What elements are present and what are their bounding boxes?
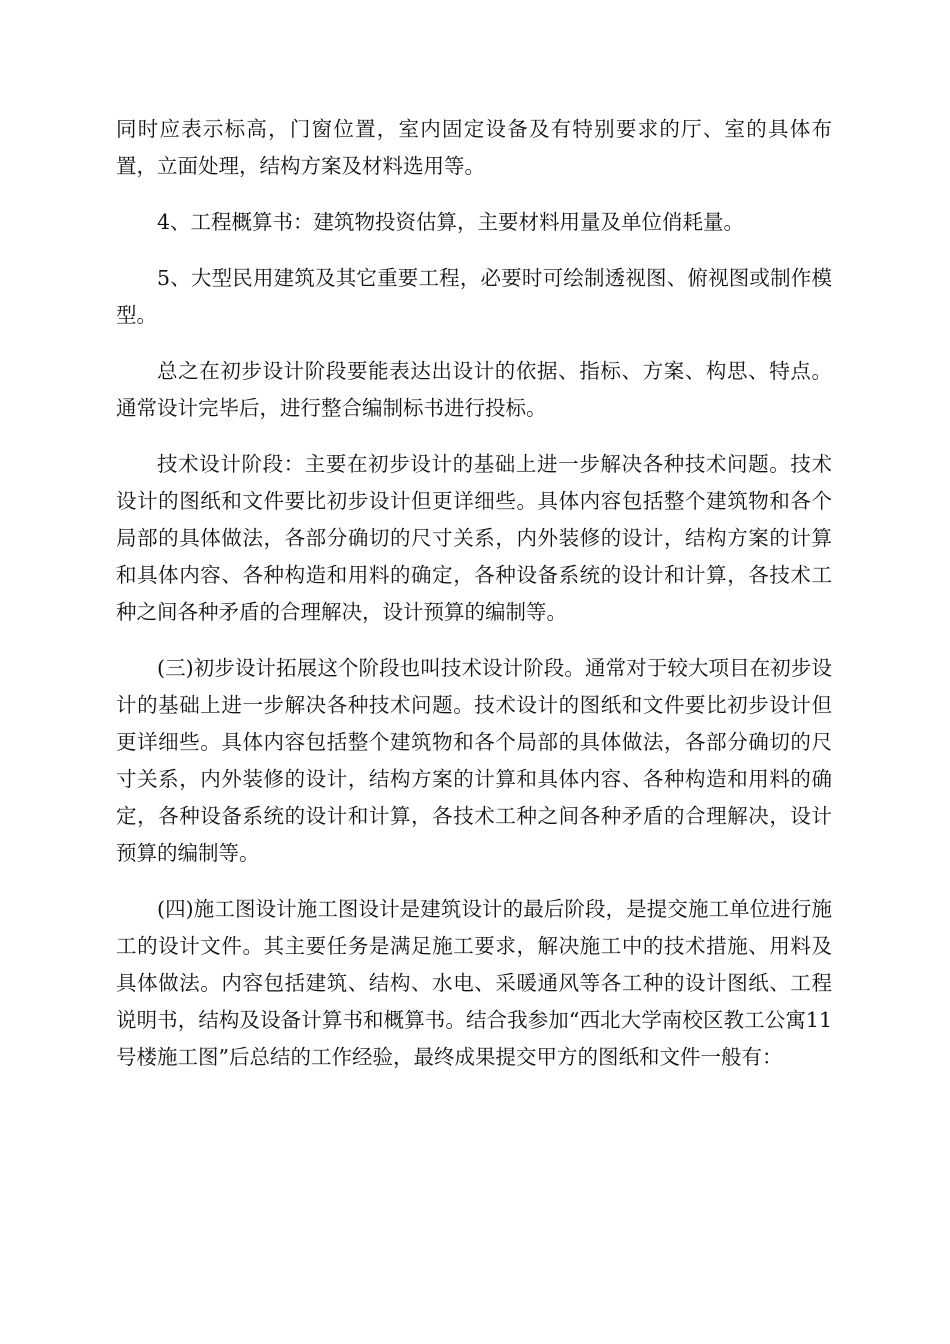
paragraph-item-5: 5、大型民用建筑及其它重要工程，必要时可绘制透视图、俯视图或制作模型。 (116, 266, 832, 327)
paragraph-section-4: (四)施工图设计施工图设计是建筑设计的最后阶段，是提交施工单位进行施工的设计文件。其主要任务是满足施工要求，解决施工中的技术措施、用料及具体做法。内容包括建筑、结构、水电、采暖通风等各工种的设计图纸、工程说明书，结构及设备计算书和概算书。结合我参加“西北大学南校区教工公寓11号楼施工图”后总结的工作经验，最终成果提交甲方的图纸和文件一般有： (116, 897, 832, 1069)
paragraph-section-3: (三)初步设计拓展这个阶段也叫技术设计阶段。通常对于较大项目在初步设计的基础上进一步解决各种技术问题。技术设计的图纸和文件要比初步设计但更详细些。具体内容包括整个建筑物和各个局部的具体做法，各部分确切的尺寸关系，内外装修的设计，结构方案的计算和具体内容、各种构造和用料的确定，各种设备系统的设计和计算，各技术工种之间各种矛盾的合理解决，设计预算的编制等。 (116, 656, 832, 865)
document-body (116, 111, 832, 1095)
paragraph-technical-design: 技术设计阶段：主要在初步设计的基础上进一步解决各种技术问题。技术设计的图纸和文件要比初步设计但更详细些。具体内容包括整个建筑物和各个局部的具体做法，各部分确切的尺寸关系，内外装修的设计，结构方案的计算和具体内容、各种构造和用料的确定，各种设备系统的设计和计算，各技术工种之间各种矛盾的合理解决，设计预算的编制等。 (116, 452, 832, 624)
paragraph-continuation: 同时应表示标高，门窗位置，室内固定设备及有特别要求的厅、室的具体布置，立面处理，结构方案及材料选用等。 (116, 117, 832, 178)
paragraph-item-4: 4、工程概算书：建筑物投资估算，主要材料用量及单位俏耗量。 (157, 210, 745, 234)
paragraph-summary: 总之在初步设计阶段要能表达出设计的依据、指标、方案、构思、特点。通常设计完毕后，进行整合编制标书进行投标。 (116, 359, 832, 420)
